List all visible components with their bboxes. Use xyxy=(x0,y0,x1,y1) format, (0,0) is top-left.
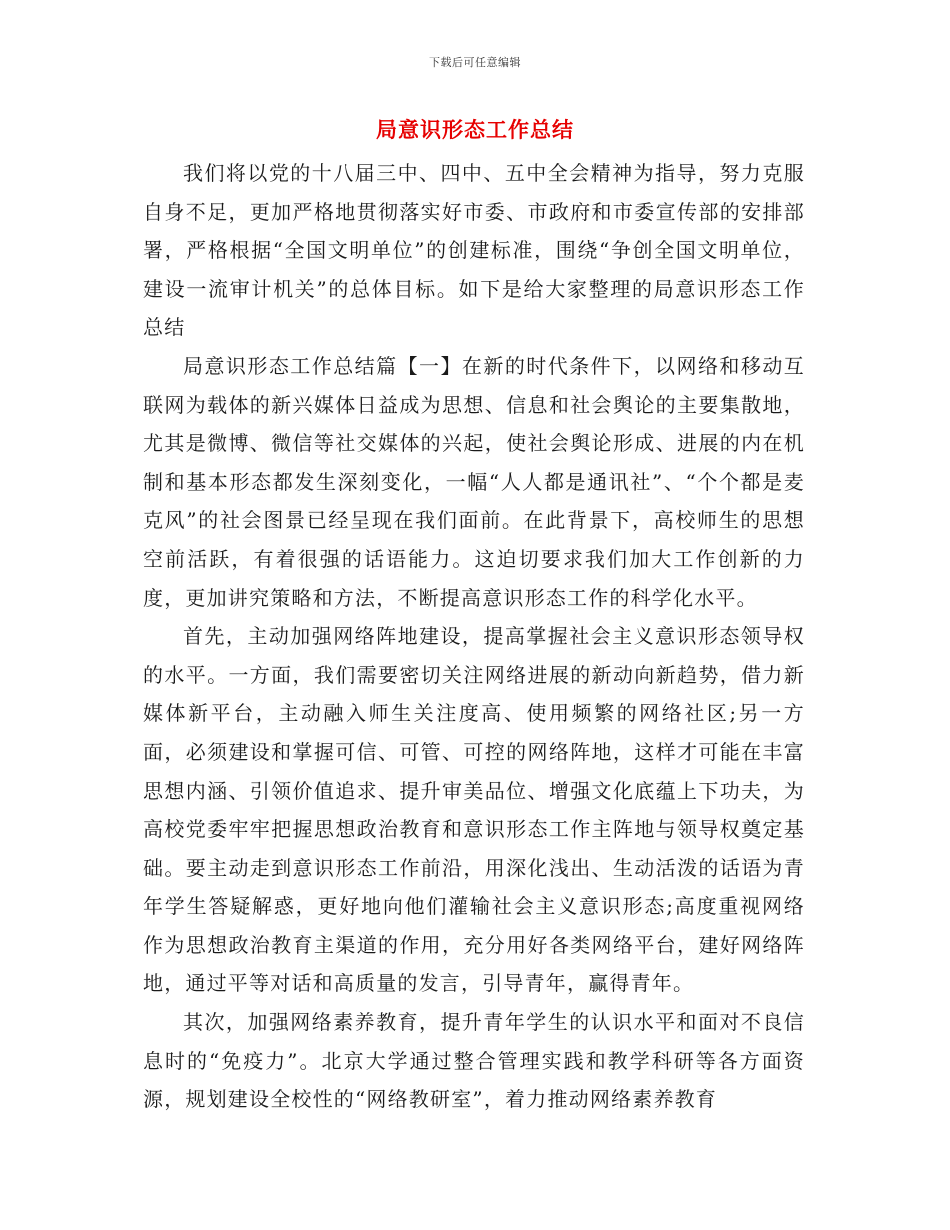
paragraph-intro: 我们将以党的十八届三中、四中、五中全会精神为指导，努力克服自身不足，更加严格地贯彻落实好市委、市政府和市委宣传部的安排部署，严格根据“全国文明单位”的创建标准，围绕“争创全国文明单位，建设一流审计机关”的总体目标。如下是给大家整理的局意识形态工作总结 xyxy=(143,161,805,340)
paragraph-second-point: 其次，加强网络素养教育，提升青年学生的认识水平和面对不良信息时的“免疫力”。北京大学通过整合管理实践和教学科研等各方面资源，规划建设全校性的“网络教研室”，着力推动网络素养教育 xyxy=(143,1010,805,1112)
document-title: 局意识形态工作总结 xyxy=(376,118,574,142)
document-body xyxy=(143,154,805,1119)
paragraph-first-point: 首先，主动加强网络阵地建设，提高掌握社会主义意识形态领导权的水平。一方面，我们需要密切关注网络进展的新动向新趋势，借力新媒体新平台，主动融入师生关注度高、使用频繁的网络社区;另一方面，必须建设和掌握可信、可管、可控的网络阵地，这样才可能在丰富思想内涵、引领价值追求、提升审美品位、增强文化底蕴上下功夫，为高校党委牢牢把握思想政治教育和意识形态工作主阵地与领导权奠定基础。要主动走到意识形态工作前沿，用深化浅出、生动活泼的话语为青年学生答疑解惑，更好地向他们灌输社会主义意识形态;高度重视网络作为思想政治教育主渠道的作用，充分用好各类网络平台，建好网络阵地，通过平等对话和高质量的发言，引导青年，赢得青年。 xyxy=(143,624,805,996)
paragraph-part-one: 局意识形态工作总结篇【一】在新的时代条件下，以网络和移动互联网为载体的新兴媒体日益成为思想、信息和社会舆论的主要集散地，尤其是微博、微信等社交媒体的兴起，使社会舆论形成、进展的内在机制和基本形态都发生深刻变化，一幅“人人都是通讯社”、“个个都是麦克风”的社会图景已经呈现在我们面前。在此背景下，高校师生的思想空前活跃，有着很强的话语能力。这迫切要求我们加大工作创新的力度，更加讲究策略和方法，不断提高意识形态工作的科学化水平。 xyxy=(143,353,805,610)
header-note: 下载后可任意编辑 xyxy=(429,56,521,69)
